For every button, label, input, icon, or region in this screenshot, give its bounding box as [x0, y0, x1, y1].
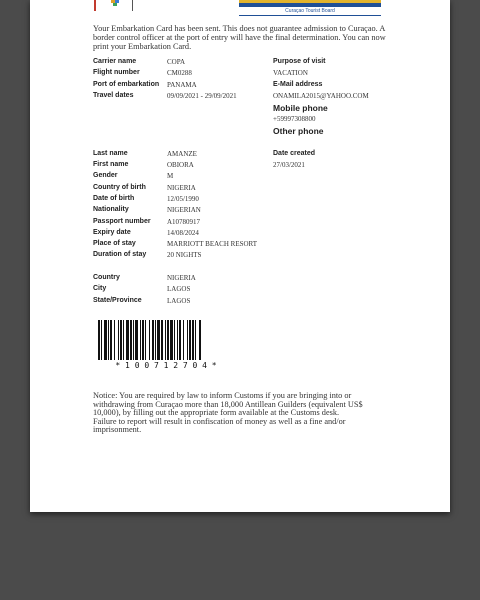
carrier-value: COPA	[167, 58, 186, 66]
expiry-value: 14/08/2024	[167, 229, 199, 237]
mobile-value: +59997308800	[273, 115, 316, 123]
barcode-bar	[157, 320, 160, 360]
country-label: Country	[93, 274, 120, 281]
tourist-board-banner	[239, 0, 381, 16]
mobile-label: Mobile phone	[273, 103, 328, 113]
barcode-bar	[161, 320, 163, 360]
date-of-birth-value: 12/05/1990	[167, 195, 199, 203]
notice-line-2: Failure to report will result in confiscation of money as well as a fine and/or imprisonment.	[93, 416, 346, 435]
duration-value: 20 NIGHTS	[167, 251, 202, 259]
logo-red-bar	[94, 0, 96, 11]
place-of-stay-value: MARRIOTT BEACH RESORT	[167, 240, 258, 248]
barcode-bar	[183, 320, 184, 360]
banner-text: Curaçao Tourist Board	[239, 7, 381, 15]
state-value: LAGOS	[167, 297, 191, 305]
embarkation-card-page	[30, 0, 450, 512]
curacao-logo	[94, 0, 136, 12]
country-value: NIGERIA	[167, 274, 196, 282]
barcode-bar	[192, 320, 194, 360]
state-label: State/Province	[93, 297, 142, 304]
barcode-text: * 1 0 0 7 1 2 7 0 4 *	[115, 361, 217, 370]
date-created-value: 27/03/2021	[273, 161, 305, 169]
barcode-bar	[126, 320, 129, 360]
barcode-bar	[120, 320, 122, 360]
barcode-bar	[110, 320, 112, 360]
first-name-value: OBIORA	[167, 161, 194, 169]
flight-label: Flight number	[93, 69, 140, 76]
gender-label: Gender	[93, 172, 118, 179]
country-of-birth-label: Country of birth	[93, 184, 146, 191]
barcode-bar	[140, 320, 141, 360]
barcode-bars-icon	[96, 320, 236, 370]
barcode-bar	[123, 320, 124, 360]
place-of-stay-label: Place of stay	[93, 240, 136, 247]
last-name-label: Last name	[93, 150, 128, 157]
barcode-bar	[199, 320, 201, 360]
barcode-bar	[98, 320, 100, 360]
passport-label: Passport number	[93, 218, 151, 225]
last-name-value: AMANZE	[167, 150, 197, 158]
barcode-bar	[177, 320, 178, 360]
barcode	[96, 320, 236, 370]
barcode-bar	[155, 320, 156, 360]
carrier-label: Carrier name	[93, 58, 137, 65]
first-name-label: First name	[93, 161, 129, 168]
barcode-bar	[152, 320, 154, 360]
barcode-bar	[104, 320, 107, 360]
barcode-bar	[195, 320, 196, 360]
country-of-birth-value: NIGERIA	[167, 184, 196, 192]
barcode-bar	[118, 320, 119, 360]
barcode-bar	[174, 320, 175, 360]
barcode-bar	[135, 320, 138, 360]
port-value: PANAMA	[167, 81, 197, 89]
travel-dates-value: 09/09/2021 - 29/09/2021	[167, 92, 237, 100]
intro-text: Your Embarkation Card has been sent. This does not guarantee admission to Curaçao. A border control officer at the port of entry will have the final determination. You can now print your Embarkation Card.	[93, 24, 386, 51]
email-label: E-Mail address	[273, 81, 323, 88]
date-of-birth-label: Date of birth	[93, 195, 135, 202]
logo-mark-icon	[111, 0, 121, 6]
duration-label: Duration of stay	[93, 251, 147, 258]
nationality-value: NIGERIAN	[167, 206, 201, 214]
city-label: City	[93, 285, 107, 292]
barcode-bar	[130, 320, 132, 360]
barcode-bar	[142, 320, 144, 360]
barcode-bar	[114, 320, 115, 360]
flight-value: CM0288	[167, 69, 192, 77]
barcode-bar	[167, 320, 169, 360]
city-value: LAGOS	[167, 285, 191, 293]
other-phone-label: Other phone	[273, 126, 324, 136]
barcode-bar	[145, 320, 146, 360]
barcode-bar	[187, 320, 188, 360]
barcode-bar	[108, 320, 109, 360]
gender-value: M	[167, 172, 174, 180]
banner-accent-strip	[239, 0, 381, 3]
port-label: Port of embarkation	[93, 81, 160, 88]
barcode-bar	[170, 320, 173, 360]
email-value: ONAMILA2015@YAHOO.COM	[273, 92, 369, 100]
passport-value: A10780917	[167, 218, 201, 226]
purpose-label: Purpose of visit	[273, 58, 326, 65]
purpose-value: VACATION	[273, 69, 308, 77]
travel-dates-label: Travel dates	[93, 92, 134, 99]
barcode-bar	[179, 320, 181, 360]
barcode-bar	[189, 320, 191, 360]
notice-line-1: Notice: You are required by law to inform Customs if you are bringing into or withdrawing from Curaçao more than 18,000 Antillean Guilders (equivalent US$ 10,000), by filling out the appropriate form available at the Customs desk.	[93, 391, 363, 418]
date-created-label: Date created	[273, 150, 316, 157]
expiry-label: Expiry date	[93, 229, 131, 236]
barcode-bar	[165, 320, 166, 360]
barcode-bar	[101, 320, 102, 360]
barcode-bar	[149, 320, 150, 360]
logo-divider	[132, 0, 133, 11]
nationality-label: Nationality	[93, 206, 129, 213]
customs-notice	[93, 392, 383, 435]
barcode-bar	[133, 320, 134, 360]
